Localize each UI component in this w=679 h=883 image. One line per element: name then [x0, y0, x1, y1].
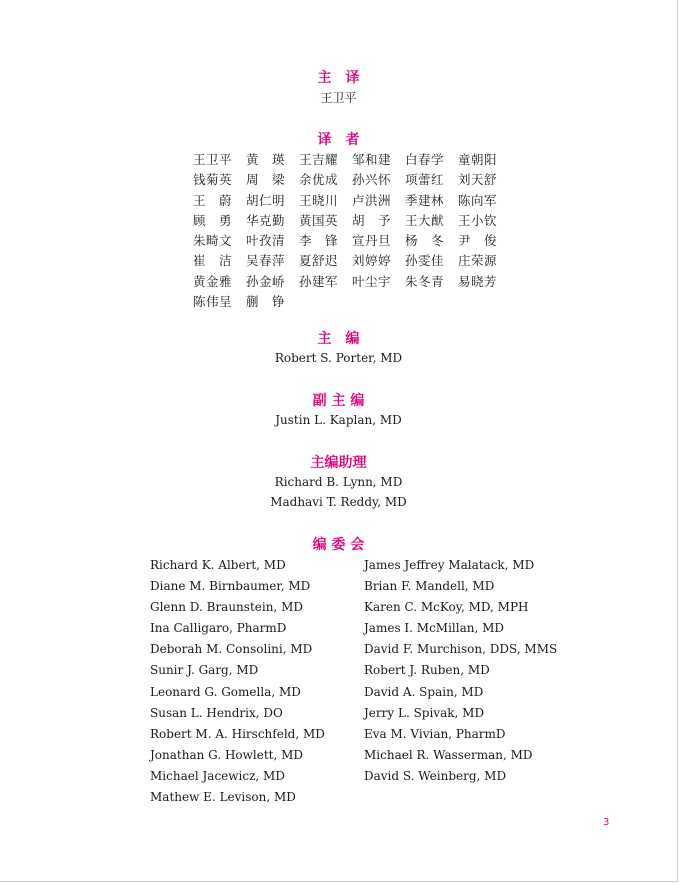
board-member-name: Ina Calligaro, PharmD [150, 621, 287, 636]
translator-name: 黄国英 [299, 212, 339, 228]
translator-name: 孙金峤 [246, 273, 286, 289]
board-member-name: Glenn D. Braunstein, MD [150, 600, 303, 615]
board-member-name: Diane M. Birnbaumer, MD [150, 579, 311, 594]
translator-name: 吴春萍 [246, 253, 286, 269]
associate-editor-name: Justin L. Kaplan, MD [275, 413, 402, 427]
translator-name: 叶尘宇 [352, 273, 392, 289]
board-member-name: David S. Weinberg, MD [364, 768, 507, 783]
editorial-assistant-name: Richard B. Lynn, MD [274, 475, 403, 489]
translator-name: 蒯 铮 [246, 294, 286, 310]
translator-name: 王小钦 [458, 212, 498, 228]
page-number: 3 [603, 817, 610, 828]
board-member-name: Brian F. Mandell, MD [364, 579, 495, 594]
board-member-name: Michael Jacewicz, MD [150, 768, 285, 783]
translator-name: 朱冬青 [405, 273, 445, 289]
editor-in-chief-heading: 主 编 [317, 331, 360, 347]
translator-name: 顾 勇 [193, 212, 233, 228]
translator-name: 孙雯佳 [405, 253, 445, 269]
translator-name: 夏舒迟 [299, 253, 339, 269]
translator-name: 孙建军 [299, 273, 339, 289]
board-member-name: Sunir J. Garg, MD [150, 663, 259, 678]
translator-name: 华克勤 [246, 212, 286, 228]
board-member-name: Richard K. Albert, MD [150, 558, 286, 572]
translator-name: 黄 瑛 [246, 152, 286, 167]
translator-name: 易晓芳 [458, 273, 498, 289]
translator-name: 王晓川 [299, 192, 339, 208]
translators-heading: 译 者 [317, 132, 360, 148]
translator-name: 宣丹旦 [352, 233, 392, 249]
board-member-name: Jonathan G. Howlett, MD [150, 747, 304, 762]
editorial-assistant-name: Madhavi T. Reddy, MD [270, 495, 407, 509]
translator-name: 王大猷 [405, 212, 445, 228]
translator-name: 邹和建 [352, 152, 392, 167]
board-member-name: Jerry L. Spivak, MD [364, 705, 485, 720]
chief-translator-name: 王卫平 [320, 91, 357, 105]
translator-name: 陈向军 [458, 192, 498, 208]
translator-name: 李 锋 [299, 233, 339, 249]
translator-name: 卢洪洲 [352, 192, 392, 208]
translator-name: 黄金雅 [193, 273, 233, 289]
editor-in-chief-name: Robert S. Porter, MD [274, 351, 403, 365]
editorial-board-heading: 编 委 会 [312, 537, 365, 553]
translator-name: 周 梁 [246, 172, 286, 188]
board-member-name: James Jeffrey Malatack, MD [364, 558, 535, 572]
translator-name: 童朝阳 [458, 152, 498, 167]
board-member-name: Karen C. McKoy, MD, MPH [364, 600, 529, 615]
board-member-name: Michael R. Wasserman, MD [364, 747, 533, 762]
translator-name: 庄荣源 [458, 253, 498, 269]
translators-grid [193, 150, 511, 312]
board-member-name: Eva M. Vivian, PharmD [364, 726, 506, 741]
translator-name: 胡 予 [352, 212, 392, 228]
board-member-name: Deborah M. Consolini, MD [150, 642, 313, 657]
translator-name: 钱菊英 [193, 172, 233, 188]
board-member-name: Robert M. A. Hirschfeld, MD [150, 726, 325, 741]
editorial-board-right-column [364, 556, 557, 788]
board-member-name: Susan L. Hendrix, DO [150, 705, 283, 720]
editorial-assistants-heading: 主编助理 [310, 455, 367, 471]
translator-name: 崔 洁 [193, 253, 233, 269]
translator-name: 叶孜清 [246, 233, 286, 249]
associate-editor-heading: 副 主 编 [312, 393, 365, 409]
translator-name: 白春学 [405, 152, 445, 167]
board-member-name: David A. Spain, MD [364, 684, 484, 699]
translator-name: 胡仁明 [246, 192, 286, 208]
translator-name: 季建林 [405, 192, 445, 208]
translator-name: 刘婷婷 [352, 253, 392, 269]
translator-name: 孙兴怀 [352, 172, 392, 188]
chief-translator-heading: 主 译 [317, 70, 360, 86]
board-member-name: Mathew E. Levison, MD [150, 790, 296, 805]
translator-name: 项蕾红 [405, 172, 445, 188]
translator-name: 陈伟呈 [193, 294, 233, 310]
translator-name: 余优成 [299, 172, 339, 188]
board-member-name: David F. Murchison, DDS, MMS [364, 642, 558, 657]
translator-name: 杨 冬 [405, 233, 445, 249]
board-member-name: Leonard G. Gomella, MD [150, 684, 301, 699]
translator-name: 刘天舒 [458, 172, 498, 188]
translator-name: 王卫平 [193, 152, 233, 167]
translator-name: 王 蔚 [193, 192, 233, 208]
translator-name: 王吉耀 [299, 152, 339, 167]
translator-name: 朱畸文 [193, 233, 233, 249]
board-member-name: Robert J. Ruben, MD [364, 663, 490, 678]
board-member-name: James I. McMillan, MD [364, 621, 505, 636]
translator-name: 尹 俊 [458, 233, 498, 249]
editorial-board-left-column [150, 556, 325, 809]
